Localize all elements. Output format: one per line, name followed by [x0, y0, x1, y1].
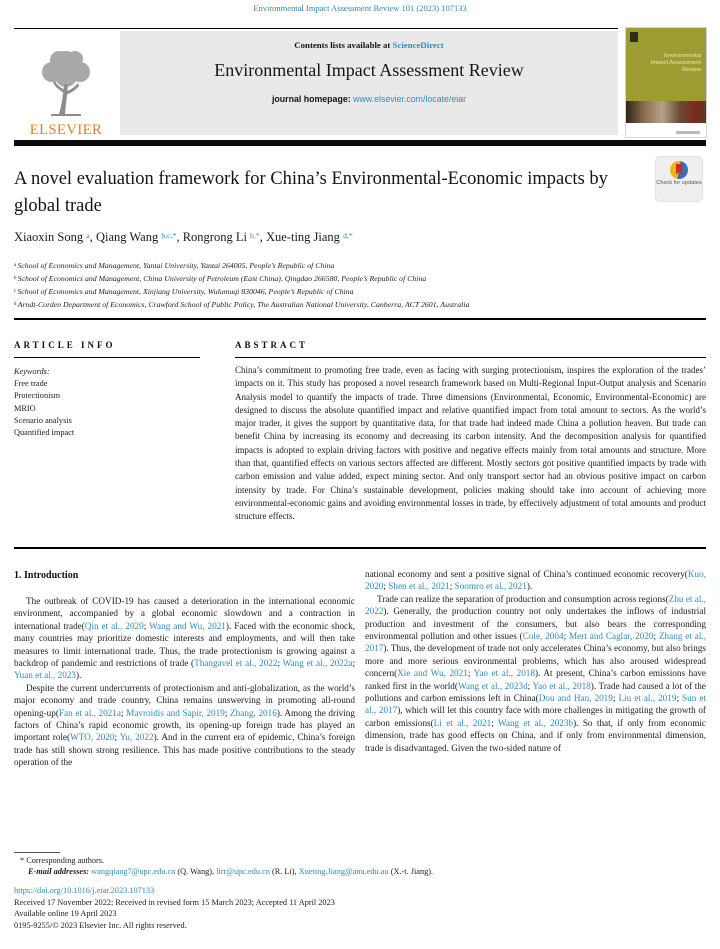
copyright-line: 0195-9255/© 2023 Elsevier Inc. All rights reserved.: [14, 921, 187, 930]
citation-link[interactable]: Shen et al., 2021: [388, 581, 450, 592]
cover-footer-mark: [676, 131, 700, 134]
keyword-item: Scenario analysis: [14, 415, 72, 425]
masthead-bottom-bar: [14, 140, 706, 146]
sciencedirect-link[interactable]: ScienceDirect: [392, 40, 444, 50]
citation-link[interactable]: Yu, 2022: [119, 732, 154, 743]
citation-link[interactable]: Mavroidis and Sapir, 2019: [126, 707, 225, 718]
homepage-label: journal homepage:: [271, 94, 354, 104]
citation-link[interactable]: Liu et al., 2019: [618, 693, 677, 704]
available-online-line: Available online 19 April 2023: [14, 909, 117, 918]
paragraph: Despite the current undercurrents of protectionism and anti-globalization, as the world’s major economy and trade country, China remains unswerving in promoting all-round opening-up(Fan et al., 2021a; Mavroidis and Sapir, 2019; Zhang, 2016). Among the driving factors of China’s rapid economic growth, its opening-up foreign trade has played an important role(WTO, 2020; Yu, 2022). And in the current era of epidemic, China’s foreign trade has still shown strong resilience. This has made positive contributions to the steady operation of the: [14, 682, 355, 768]
keyword-item: Quantified impact: [14, 428, 75, 438]
citation-link[interactable]: a: [86, 230, 90, 240]
citation-link[interactable]: Cole, 2004: [522, 631, 564, 642]
keywords-block: [14, 366, 204, 439]
citation-link[interactable]: Kuo, 2020: [365, 569, 706, 592]
section-heading-introduction: 1. Introduction: [14, 570, 79, 581]
elsevier-tree-icon: [35, 48, 97, 122]
citation-link[interactable]: Thangavel et al., 2022: [194, 658, 278, 669]
article-info-heading: ARTICLE INFO: [14, 340, 116, 350]
citation-link[interactable]: Yao et al., 2018: [532, 680, 591, 691]
citation-link[interactable]: b,*: [250, 230, 260, 240]
citation-link[interactable]: Soomro et al., 2021: [454, 581, 527, 592]
body-left-column: [14, 595, 355, 769]
keyword-item: Free trade: [14, 379, 48, 389]
abstract-heading: ABSTRACT: [235, 340, 309, 350]
abstract-text: China’s commitment to promoting free trade, even as facing with surging protectionism, inspires the exploration of the trades’ impacts on it. This study has proposed a novel research framework based on Multi-Regional Input-Output analysis and Scenario Analysis model to quantify the impacts of trade. Three dimensions (Environmental, Economic, Environmental-Economic) are designed to discuss the absolute quantified impact and relative quantified impact from total amount to sectors. As the world’s major trader, it gives the support by quantitative data, for that trade had indeed made China a pollution heaven. But trade can benefit China by increasing its economy and decreasing its carbon intensity. And the decomposition analysis for quantified impacts is adopted to explain driving factors with positive and negative effects mainly from total amounts and structure. More than that, quantified effects on various sectors affected are different. Mostly sectors got positive quantified impacts by trade with carbon emission and value added, expect mining sector. And only transport sector had an obvious positive impact on carbon intensity by trade. For China’s sustainable development, policies making should take into account of achieving more environmental-economic gains and avoiding environmental losses in trade, by effectively adjustment of total amounts and product structure effects.: [235, 365, 706, 522]
citation-link[interactable]: Dou and Han, 2019: [538, 693, 613, 704]
citation-link[interactable]: Zhang et al., 2017: [365, 631, 706, 654]
citation-link[interactable]: Mert and Caglar, 2020: [569, 631, 654, 642]
cover-elsevier-mark: [630, 32, 638, 42]
affiliation-d: $^d$ Arndt-Corden Department of Economics, Crawford School of Public Policy, The Australian National University, Canberra, ACT 2601, Australia: [14, 300, 470, 309]
citation-link[interactable]: Xueting.Jiang@anu.edu.au: [298, 867, 389, 876]
body-right-column: [365, 568, 706, 754]
affiliation-b: $^b$ School of Economics and Management, China University of Petroleum (East China), Qingdao 266580, People’s Republic of China: [14, 274, 427, 283]
citation-link[interactable]: Sun et al., 2017: [365, 693, 706, 716]
abstract-bottom-rule: [14, 547, 706, 549]
footnote-rule: [14, 852, 60, 853]
contents-line-text: Contents lists available at: [294, 40, 393, 50]
citation-link[interactable]: lirr@upc.edu.cn: [216, 867, 270, 876]
citation-link[interactable]: Li et al., 2021: [433, 717, 492, 728]
check-updates-badge[interactable]: [655, 156, 703, 202]
masthead-top-rule: [14, 28, 618, 29]
citation-link[interactable]: Wang et al., 2023d: [457, 680, 528, 691]
paragraph: The outbreak of COVID-19 has caused a deterioration in the international economic environment, accompanied by a global economic slowdown and a contraction in international trade(Qin et al., 2020; Wang and Wu, 2021). Faced with the economic shock, many countries may prioritize domestic interests and employments, and will then take measures to limit international trade. Thus, the trade protectionism is growing against a backdrop of pandemic and restrictions of trade (Thangavel et al., 2022; Wang et al., 2022a; Yuan et al., 2023).: [14, 596, 356, 681]
citation-link[interactable]: Wang et al., 2022a: [282, 658, 353, 669]
paragraph: Trade can realize the separation of production and consumption across regions(Zhu et al., 2022). Generally, the production country not only undertakes the inflows of industrial production and investment of the consumers, but also bears the corresponding environmental pollution and other issues (Cole, 2004; Mert and Caglar, 2020; Zhang et al., 2017). Thus, the development of trade not only accelerates China’s economy, but also brings more and more serious environmental problems, which has also aroused widespread concern(Xie and Wu, 2021; Yao et al., 2018). At present, China’s carbon emissions have ranked first in the world(Wang et al., 2023d; Yao et al., 2018). Trade had caused a lot of the pollutions and carbon emissions left in China(Dou and Han, 2019; Liu et al., 2019; Sun et al., 2017), which will let this country face with more challenges in mitigating the growth of carbon emissions(Li et al., 2021; Wang et al., 2023b). So that, if only from economic dimension, trade has good effects on China, and if only from environmental dimension, trade is disadvantaged. Given the two-sided nature of: [365, 593, 707, 753]
keyword-item: Protectionism: [14, 391, 61, 401]
author-line: Xiaoxin Song $^a$, Qiang Wang $^{b,c,*}$, Rongrong Li $^{b,*}$, Xue-ting Jiang $^{d,*}$: [14, 230, 353, 244]
keyword-item: MRIO: [14, 403, 36, 413]
crossmark-icon: [670, 161, 688, 179]
citation-link[interactable]: Zhu et al., 2022: [365, 593, 707, 617]
email-addresses-line: E-mail addresses: wangqiang7@upc.edu.cn (Q. Wang), lirr@upc.edu.cn (R. Li), Xueting.Jiang@anu.edu.au (X.-t. Jiang).: [28, 867, 434, 876]
citation-link[interactable]: Yuan et al., 2023: [14, 670, 77, 681]
citation-link[interactable]: Wang and Wu, 2021: [149, 620, 226, 631]
affiliations: [14, 260, 469, 312]
citation-link[interactable]: Wang et al., 2023b: [497, 717, 574, 728]
corresponding-authors-note: * Corresponding authors.: [20, 856, 105, 865]
article-info-rule: [14, 357, 200, 358]
homepage-line: [120, 94, 618, 104]
keywords-label: Keywords:: [14, 367, 50, 376]
journal-cover-thumbnail[interactable]: [625, 27, 707, 138]
citation-link[interactable]: Xie and Wu, 2021: [397, 668, 468, 679]
check-updates-label: Check for updates: [656, 180, 702, 186]
citation-link[interactable]: Yao et al., 2018: [473, 668, 535, 679]
citation-link[interactable]: d,*: [343, 230, 353, 240]
citation-link[interactable]: Zhang, 2016: [230, 707, 277, 718]
elsevier-wordmark: ELSEVIER: [29, 122, 103, 138]
citation-link[interactable]: Fan et al., 2021a: [58, 707, 121, 718]
abstract-rule: [235, 357, 706, 358]
crossmark-bookmark-icon: [676, 164, 683, 175]
doi-link[interactable]: https://doi.org/10.1016/j.eiar.2023.107133: [14, 886, 155, 895]
paragraph: national economy and sent a positive signal of China’s continued economic recovery(Kuo, 2020; Shen et al., 2021; Soomro et al., 2021).: [365, 569, 706, 592]
affiliation-c: $^c$ School of Economics and Management, Xinjiang University, Wulumuqi 830046, People’s Republic of China: [14, 287, 354, 296]
cover-title: Environmental Impact Assessment Review: [650, 53, 701, 73]
citation-link[interactable]: wangqiang7@upc.edu.cn: [91, 867, 176, 876]
citation-link[interactable]: WTO, 2020: [70, 732, 115, 743]
elsevier-logo[interactable]: [14, 31, 118, 138]
citation-link[interactable]: Qin et al., 2020: [84, 620, 144, 631]
received-dates-line: Received 17 November 2022; Received in revised form 15 March 2023; Accepted 11 April 2023: [14, 898, 335, 907]
journal-masthead: [120, 31, 618, 135]
journal-title: Environmental Impact Assessment Review: [214, 60, 524, 80]
article-title: A novel evaluation framework for China’s Environmental-Economic impacts by global trade: [14, 169, 608, 216]
running-head-citation[interactable]: Environmental Impact Assessment Review 101 (2023) 107133: [253, 3, 467, 13]
contents-line: [120, 31, 618, 50]
homepage-link[interactable]: www.elsevier.com/locate/eiar: [353, 94, 467, 104]
affiliation-a: $^a$ School of Economics and Management, Yantai University, Yantai 264005, People’s Republic of China: [14, 261, 335, 270]
cover-photo-strip: [626, 101, 706, 123]
citation-link[interactable]: b,c,*: [161, 230, 177, 240]
affiliations-divider: [14, 318, 706, 320]
